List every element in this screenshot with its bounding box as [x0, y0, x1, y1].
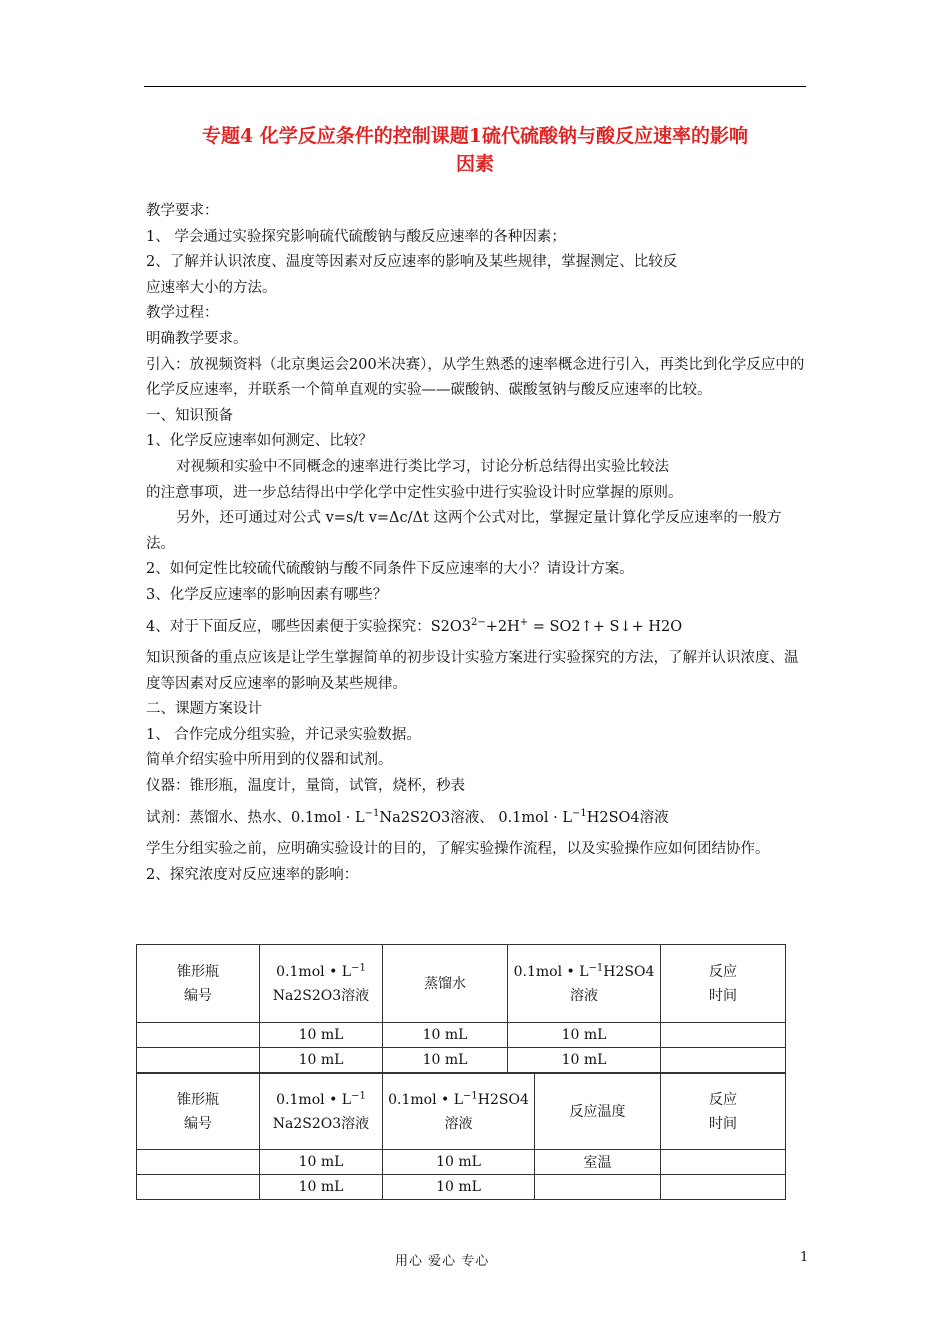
table-cell: 10 mL: [383, 1048, 508, 1073]
title-line-1: 专题4 化学反应条件的控制课题1硫代硫酸钠与酸反应速率的影响: [201, 125, 749, 147]
table-cell: 10 mL: [260, 1175, 383, 1200]
table-cell: [535, 1175, 661, 1200]
table-cell: [661, 1023, 786, 1048]
paragraph: 1、化学反应速率如何测定、比较？: [146, 433, 373, 450]
document-body: [146, 199, 810, 888]
page-number: 1: [800, 1250, 809, 1265]
title-line-2: 因素: [455, 153, 494, 175]
table-cell: [137, 1048, 260, 1073]
paragraph: 1、 合作完成分组实验，并记录实验数据。: [146, 726, 421, 743]
table-header-cell: 反应 时间: [661, 1074, 786, 1150]
header-rule: [144, 86, 806, 87]
paragraph: 教学过程：: [146, 305, 219, 322]
paragraph: 2、了解并认识浓度、温度等因素对反应速率的影响及某些规律，掌握测定、比较反: [146, 254, 678, 271]
table-header-cell: 反应 时间: [661, 945, 786, 1023]
table-header-cell: 0.1mol • $L^{-1}$ Na2S2O3溶液: [260, 945, 383, 1023]
paragraph: 的注意事项，进一步总结得出中学化学中定性实验中进行实验设计时应掌握的原则。: [146, 484, 683, 501]
table-header-cell: 锥形瓶 编号: [137, 945, 260, 1023]
paragraph: 知识预备的重点应该是让学生掌握简单的初步设计实验方案进行实验探究的方法，了解并认识浓度、温度等因素对反应速率的影响及某些规律。: [146, 650, 799, 692]
table-row: [137, 1023, 786, 1048]
footer-motto: 用心 爱心 专心: [395, 1254, 490, 1269]
document-title: [140, 122, 810, 178]
table-cell: [137, 1175, 260, 1200]
table-header-row: [137, 1074, 786, 1150]
table-cell: 10 mL: [260, 1150, 383, 1175]
table-row: [137, 1150, 786, 1175]
table-header-cell: 0.1mol • $L^{-1}H2SO4$ 溶液: [383, 1074, 535, 1150]
table-header-cell: 0.1mol • $L^{-1}H2SO4$ 溶液: [508, 945, 661, 1023]
paragraph: 3、化学反应速率的影响因素有哪些？: [146, 586, 388, 603]
paragraph: 引入：放视频资料（北京奥运会200米决赛），从学生熟悉的速率概念进行引入，再类比到化学反应中的化学反应速率，并联系一个简单直观的实验——碳酸钠、碳酸氢钠与酸反应速率的比较。: [146, 356, 805, 399]
paragraph: 简单介绍实验中所用到的仪器和试剂。: [146, 752, 393, 769]
table-cell: [661, 1048, 786, 1073]
paragraph: 一、知识预备: [146, 407, 233, 424]
table-cell: 10 mL: [383, 1023, 508, 1048]
concentration-table: [136, 944, 786, 1073]
table-cell: 10 mL: [383, 1175, 535, 1200]
paragraph: 学生分组实验之前，应明确实验设计的目的，了解实验操作流程，以及实验操作应如何团结协作。: [146, 841, 770, 858]
paragraph: 对视频和实验中不同概念的速率进行类比学习，讨论分析总结得出实验比较法: [176, 458, 669, 475]
paragraph: 仪器：锥形瓶，温度计，量筒，试管，烧杯，秒表: [146, 778, 465, 795]
table-cell: [137, 1150, 260, 1175]
paragraph: 二、课题方案设计: [146, 701, 262, 718]
table-cell: [661, 1175, 786, 1200]
table-cell: 10 mL: [508, 1048, 661, 1073]
paragraph: 明确教学要求。: [146, 330, 248, 347]
table-header-cell: 反应温度: [535, 1074, 661, 1150]
table-header-row: [137, 945, 786, 1023]
equation-paragraph: 4、对于下面反应，哪些因素便于实验探究：$S2O3^{2-}+2H^+$ = SO2↑+ S↓+ H2O: [146, 616, 683, 635]
paragraph: 1、 学会通过实验探究影响硫代硫酸钠与酸反应速率的各种因素；: [146, 228, 566, 245]
table-cell: [137, 1023, 260, 1048]
table-header-cell: 蒸馏水: [383, 945, 508, 1023]
table-row: [137, 1175, 786, 1200]
paragraph: 另外，还可通过对公式 v=s/t v=Δc/Δt 这两个公式对比，掌握定量计算化学反应速率的一般方法。: [146, 510, 782, 552]
table-cell: 室温: [535, 1150, 661, 1175]
reagents-paragraph: 试剂：蒸馏水、热水、$0.1mol \cdot L^{-1}Na2S2O3$溶液、 $0.1mol \cdot L^{-1}H2SO4$溶液: [146, 807, 669, 826]
table-cell: 10 mL: [508, 1023, 661, 1048]
temperature-table: [136, 1073, 786, 1200]
table-cell: [661, 1150, 786, 1175]
paragraph: 2、如何定性比较硫代硫酸钠与酸不同条件下反应速率的大小？请设计方案。: [146, 561, 634, 578]
paragraph: 教学要求：: [146, 203, 219, 219]
paragraph: 应速率大小的方法。: [146, 279, 277, 296]
table-cell: 10 mL: [383, 1150, 535, 1175]
table-cell: 10 mL: [260, 1048, 383, 1073]
table-header-cell: 锥形瓶 编号: [137, 1074, 260, 1150]
table-cell: 10 mL: [260, 1023, 383, 1048]
table-row: [137, 1048, 786, 1073]
table-header-cell: 0.1mol • $L^{-1}$ Na2S2O3溶液: [260, 1074, 383, 1150]
paragraph: 2、探究浓度对反应速率的影响：: [146, 866, 359, 883]
